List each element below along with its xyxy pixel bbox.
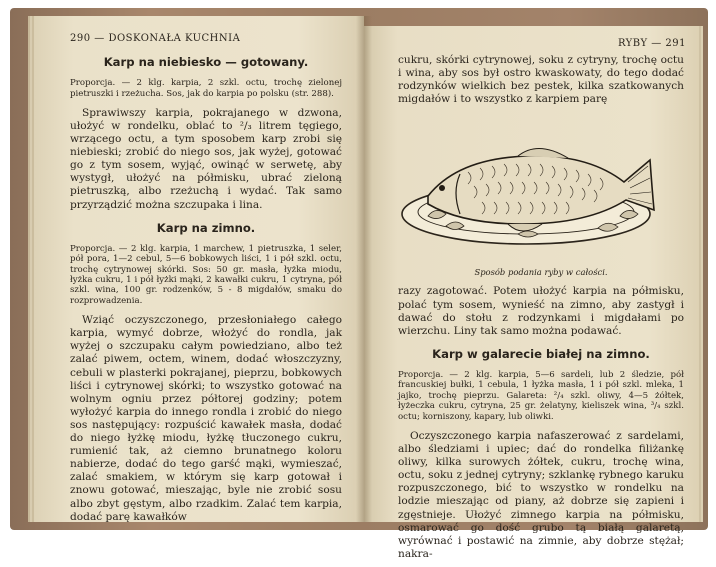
right-page-header: RYBY — 291 [617, 38, 686, 49]
recipe-proportions: Proporcja. — 2 klg. karpia, 2 szkl. octu, trochę zielonej pietruszki i rzeżucha. Sos, jak do karpia po polsku (str. 288). [70, 78, 342, 99]
recipe-text: Oczyszczonego karpia nafaszerować z sardelami, albo śledziami i upiec; dać do rondelka filiżankę oliwy, kilka surowych żółtek, cukru, trochę wina, octu, soku z jednej cytryny; szklankę rybnego karuku rozpuszczonego, bić to wszystko w rondelku na lodzie mieszając od piany, aż dobrze się zapieni i zgęstnieje. Ułożyć zimnego karpia na półmisku, osmarować go dość grubo tą białą galaretą, wyrównać i postawić na zimnie, aby dobrze stężał; nakra- [398, 429, 684, 560]
left-page-header: 290 — DOSKONAŁA KUCHNIA [70, 33, 241, 44]
recipe-title-karp-w-galarecie: Karp w galarecie białej na zimno. [432, 346, 650, 361]
continued-text: cukru, skórki cytrynowej, soku z cytryny, trochę octu i wina, aby sos był ostro kwaskowaty, do tego dodać rodzynków wielkich bez pestek, kilka szatkowanych migdałów i to wszystko z karpiem parę [398, 54, 684, 106]
figure-caption: Sposób podania ryby w całości. [474, 267, 608, 278]
recipe-title-karp-na-zimno: Karp na zimno. [156, 220, 256, 235]
recipe-proportions: Proporcja. — 2 klg. karpia, 5—6 sardeli, lub 2 śledzie, pół francuskiej bułki, 1 cebula, 1 łyżka masła, 1 i pół szkl. mleka, 1 jajko, trochę pieprzu. Galareta: ²/₄ szkl. oliwy, 4—5 żółtek, łyżeczka cukru, cytryna, 25 gr. żelatyny, kieliszek wina, ³/₄ szkl. octu; korniszony, kapary, lub oliwki. [398, 369, 684, 422]
recipe-title-karp-na-niebiesko: Karp na niebiesko — gotowany. [103, 55, 309, 69]
recipe-proportions: Proporcja. — 2 klg. karpia, 1 marchew, 1 pietruszka, 1 seler, pół pora, 1—2 cebul, 5—6 bobkowych liści, 1 i pół szkl. octu, trochę cytrynowej skórki. Sos: 50 gr. masła, łyżka miodu, łyżka cukru, 1 i pół łyżki mąki, 2 kawałki cukru, 1 cytryna, pół szkl. wina, 100 gr. rodzenków, 5 - 8 migdałów, smaku do rozprowadzenia. [70, 243, 342, 306]
continued-text: razy zagotować. Potem ułożyć karpia na półmisku, polać tym sosem, wynieść na zimno, aby zastygł i dawać do stołu z rodzynkami i migdałami po wierzchu. Liny tak samo można podawać. [398, 285, 684, 337]
fish-illustration [398, 112, 684, 260]
recipe-text: Sprawiwszy karpia, pokrajanego w dzwona, ułożyć w rondelku, oblać to ²/₃ litrem tęgiego, wrzącego octu, a tym sposobem karp zrobi się niebieski; zrobić do niego sos, jak wyżej, gotować go z tym sosem, wyjąć, owinąć w serwetę, aby wystygł, ułożyć na półmisku, ubrać zieloną pietruszką, albo rzeżuchą i wydać. Tak samo przyrządzić można szczupaka i lina. [70, 106, 342, 211]
book-gutter [356, 16, 372, 522]
left-page-content [70, 32, 342, 530]
recipe-text: Wziąć oczyszczonego, przesłoniałego całego karpia, wymyć dobrze, włożyć do rondla, jak wyżej o szczupaku całym powiedziano, albo też zalać piwem, octem, winem, dodać włoszczyzny, cebuli w plasterki pokrajanej, pieprzu, bobkowych liści i cytrynowej skórki; to wszystko gotować na wolnym ogniu przez półtorej godziny; potem wyłożyć karpia do innego rondla i zrobić do niego sos następujący: rozpuścić kawałek masła, dodać do niego łyżkę miodu, łyżkę tłuczonego cukru, rumienić tak, aż ciemno brunatnego koloru nabierze, dodać do tego garść mąki, wymieszać, zalać smakiem, w którym się karp gotował i znowu gotować, mieszając, byle nie zrobić sosu albo zbyt gęstym, albo rzadkim. Zalać tem karpia, dodać parę kawałków [70, 314, 342, 523]
right-page-content [398, 54, 684, 567]
fish-on-platter-icon [398, 112, 684, 260]
